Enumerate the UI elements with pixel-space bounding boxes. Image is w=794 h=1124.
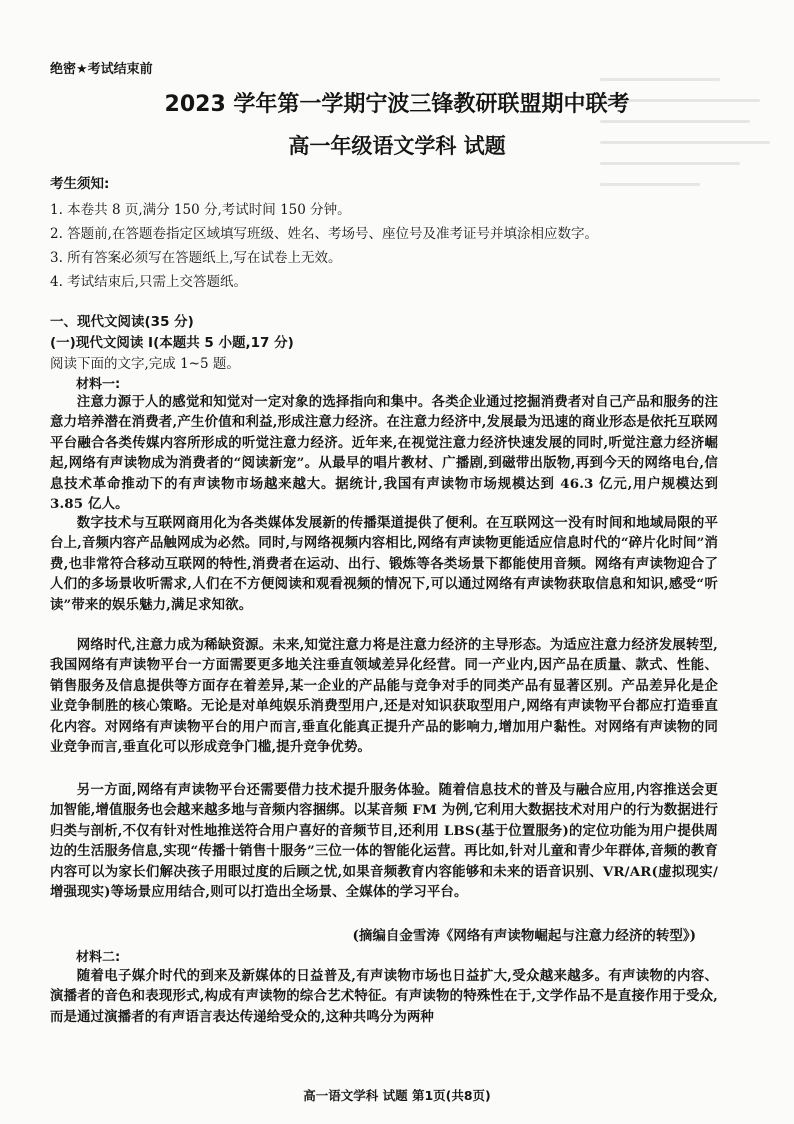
exam-subtitle: 高一年级语文学科 试题 [288,134,506,158]
notice-item: 2. 答题前,在答题卷指定区域填写班级、姓名、考场号、座位号及准考证号并填涂相应数字。 [50,226,598,242]
material-two-label: 材料二: [76,950,121,965]
section-heading: 一、现代文阅读(35 分) [50,314,194,330]
notice-item: 4. 考试结束后,只需上交答题纸。 [50,274,247,290]
section-subheading: (一)现代文阅读 I(本题共 5 小题,17 分) [50,335,294,351]
material-one-paragraph: 网络时代,注意力成为稀缺资源。未来,知觉注意力将是注意力经济的主导形态。为适应注意力经济发展转型,我国网络有声读物平台一方面需要更多地关注垂直领域差异化经营。同一产业内,因产品在质量、款式、性能、销售服务及信息提供等方面存在着差异,某一企业的产品能与竞争对手的同类产品有显著区别。产品差异化是企业竞争制胜的核心策略。无论是对单纯娱乐消费型用户,还是对知识获取型用户,网络有声读物平台都应打造垂直化内容。对网络有声读物平台的用户而言,垂直化能真正提升产品的影响力,增加用户黏性。对网络有声读物的同业竞争而言,垂直化可以形成竞争门槛,提升竞争优势。 [50,637,718,756]
exam-title: 2023 学年第一学期宁波三锋教研联盟期中联考 [164,92,630,117]
confidential-label: 绝密★考试结束前 [50,62,153,77]
material-source: (摘编自金雪涛《网络有声读物崛起与注意力经济的转型》) [352,928,696,944]
notice-item: 3. 所有答案必须写在答题纸上,写在试卷上无效。 [50,250,342,266]
material-one-paragraph: 注意力源于人的感觉和知觉对一定对象的选择指向和集中。各类企业通过挖掘消费者对自己产品和服务的注意力培养潜在消费者,产生价值和利益,形成注意力经济。在注意力经济中,发展最为迅速的商业形态是依托互联网平台融合各类传媒内容所形成的听觉注意力经济。近年来,在视觉注意力经济快速发展的同时,听觉注意力经济崛起,网络有声读物成为消费者的“阅读新宠”。从最早的唱片教材、广播剧,到磁带出版物,再到今天的网络电台,信息技术革命推动下的有声读物市场越来越大。据统计,我国有声读物市场规模达到 46.3 亿元,用户规模达到 3.85 亿人。 [50,394,718,513]
notice-item: 1. 本卷共 8 页,满分 150 分,考试时间 150 分钟。 [50,202,351,218]
page-footer: 高一语文学科 试题 第1页(共8页) [303,1088,491,1103]
notice-heading: 考生须知: [50,176,110,192]
material-one-label: 材料一: [76,377,121,392]
material-two-paragraph: 随着电子媒介时代的到来及新媒体的日益普及,有声读物市场也日益扩大,受众越来越多。有声读物的内容、演播者的音色和表现形式,构成有声读物的综合艺术特征。有声读物的特殊性在于,文学作品不是直接作用于受众,而是通过演播者的有声语言表达传递给受众的,这种共鸣分为两种 [50,968,718,1025]
reading-instruction: 阅读下面的文字,完成 1~5 题。 [50,356,240,372]
material-one-paragraph: 数字技术与互联网商用化为各类媒体发展新的传播渠道提供了便利。在互联网这一没有时间和地域局限的平台上,音频内容产品触网成为必然。同时,与网络视频内容相比,网络有声读物更能适应信息时代的“碎片化时间”消费,也非常符合移动互联网的特性,消费者在运动、出行、锻炼等各类场景下都能使用音频。网络有声读物迎合了人们的多场景收听需求,人们在不方便阅读和观看视频的情况下,可以通过网络有声读物获取信息和知识,感受“听读”带来的娱乐魅力,满足求知欲。 [50,515,718,613]
material-one-paragraph: 另一方面,网络有声读物平台还需要借力技术提升服务体验。随着信息技术的普及与融合应用,内容推送会更加智能,增值服务也会越来越多地与音频内容捆绑。以某音频 FM 为例,它利用大数据技术对用户的行为数据进行归类与剖析,不仅有针对性地推送符合用户喜好的音频节目,还利用 LBS(基于位置服务)的定位功能为用户提供周边的生活服务信息,实现“传播十销售十服务”三位一体的智能化运营。再比如,针对儿童和青少年群体,音频的教育内容可以为家长们解决孩子用眼过度的后顾之忧,如果音频教育内容能够和未来的语音识别、VR/AR(虚拟现实/增强现实)等场景应用结合,则可以打造出全场景、全媒体的学习平台。 [50,782,718,901]
